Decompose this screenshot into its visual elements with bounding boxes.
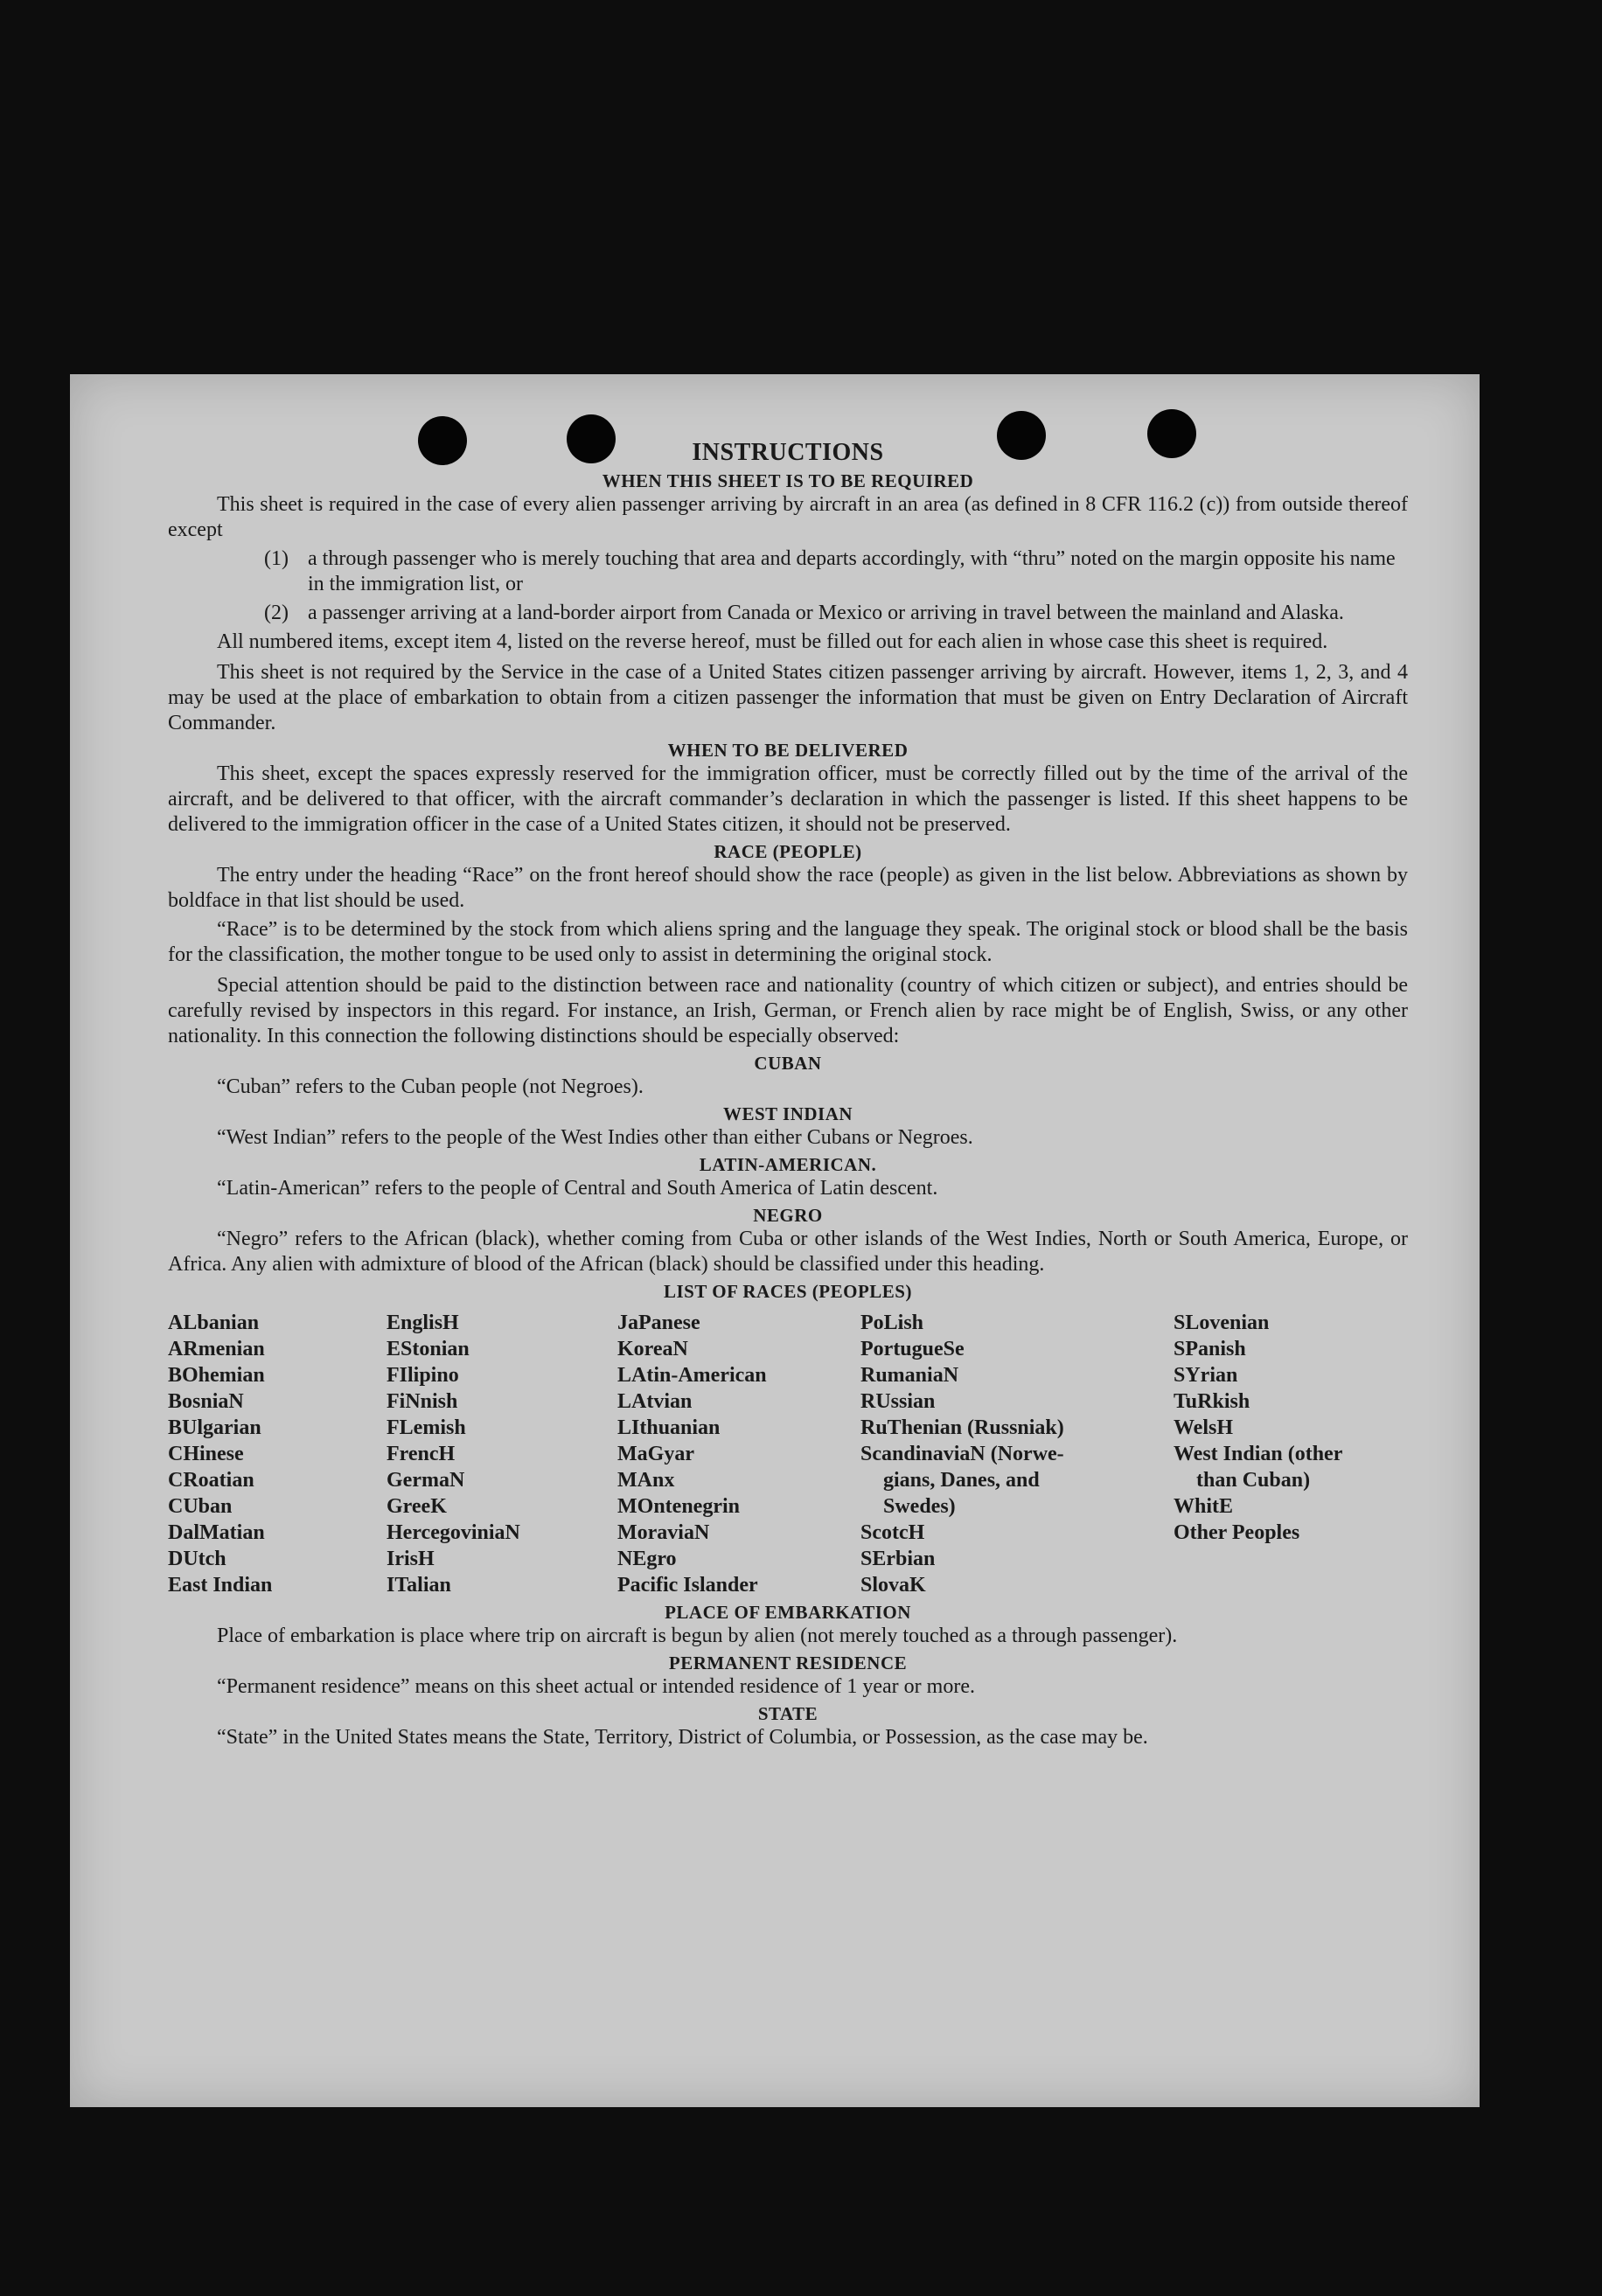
document-sheet (70, 374, 1480, 2107)
paragraph: “Latin-American” refers to the people of Central and South America of Latin descent. (217, 1177, 938, 1200)
paragraph: This sheet, except the spaces expressly reserved for the immigration officer, must be correctly filled out by the time of the arrival of the aircraft, and be delivered to that officer, with the aircraft commander’s declaration in which the passenger is listed. If this sheet happens to be delivered to the immigration officer in the case of a United States citizen, it should not be preserved. (168, 762, 1408, 836)
races-column (860, 1310, 1174, 1598)
race-entry: East Indian (168, 1574, 273, 1597)
section-heading-when-required: WHEN THIS SHEET IS TO BE REQUIRED (602, 470, 974, 491)
race-entry: MOntenegrin (617, 1495, 740, 1518)
section-heading-residence: PERMANENT RESIDENCE (668, 1652, 908, 1673)
race-entry: LAtvian (617, 1390, 693, 1413)
section-heading-when-delivered: WHEN TO BE DELIVERED (667, 740, 909, 761)
race-entry: GermaN (387, 1469, 465, 1492)
race-entry: ScotcH (860, 1521, 925, 1544)
page-title: INSTRUCTIONS (692, 439, 884, 466)
race-entry: CRoatian (168, 1469, 254, 1492)
race-entry: MoraviaN (617, 1521, 710, 1544)
paragraph: This sheet is required in the case of every alien passenger arriving by aircraft in an area (as defined in 8 CFR 116.2 (c)) from outside thereof except (168, 493, 1408, 541)
race-entry: SErbian (860, 1548, 936, 1570)
race-entry: ITalian (387, 1574, 451, 1597)
item-number: (2) (264, 602, 289, 624)
paragraph: The entry under the heading “Race” on the front hereof should show the race (people) as given in the list below. Abbreviations as shown by boldface in that list should be used. (168, 864, 1408, 912)
race-entry: IrisH (387, 1548, 435, 1570)
race-entry: FiNnish (387, 1390, 458, 1413)
list-item (264, 546, 1408, 597)
race-entry: EStonian (387, 1338, 470, 1360)
paragraph: “State” in the United States means the State, Territory, District of Columbia, or Possession, as the case may be. (217, 1726, 1148, 1749)
races-column (1174, 1310, 1408, 1598)
item-number: (1) (264, 547, 289, 570)
race-entry: FLemish (387, 1416, 466, 1439)
item-text: a passenger arriving at a land-border airport from Canada or Mexico or arriving in travel between the mainland and Alaska. (308, 602, 1344, 624)
list-item (264, 601, 1408, 626)
race-entry: SLovenian (1174, 1312, 1270, 1334)
race-entry: ScandinaviaN (Norwe- (860, 1443, 1064, 1465)
section-heading-embarkation: PLACE OF EMBARKATION (665, 1602, 911, 1623)
race-entry: BOhemian (168, 1364, 265, 1387)
race-entry: MAnx (617, 1469, 675, 1492)
race-entry: SlovaK (860, 1574, 926, 1597)
race-entry: than Cuban) (1196, 1469, 1311, 1492)
section-heading-race: RACE (PEOPLE) (714, 841, 862, 862)
race-entry: gians, Danes, and (883, 1469, 1040, 1492)
item-text: a through passenger who is merely touching that area and departs accordingly, with “thru” noted on the margin opposite his name in the immigration list, or (308, 547, 1396, 595)
race-entry: BosniaN (168, 1390, 244, 1413)
section-heading-state: STATE (757, 1703, 818, 1724)
race-entry: PortugueSe (860, 1338, 965, 1360)
race-entry: PoLish (860, 1312, 924, 1334)
race-entry: CUban (168, 1495, 233, 1518)
paragraph: All numbered items, except item 4, listed on the reverse hereof, must be filled out for each alien in whose case this sheet is required. (217, 630, 1328, 653)
section-heading-cuban: CUBAN (754, 1053, 822, 1074)
race-entry: West Indian (other (1174, 1443, 1343, 1465)
race-entry: Pacific Islander (617, 1574, 758, 1597)
paragraph: This sheet is not required by the Service in the case of a United States citizen passenger arriving by aircraft. However, items 1, 2, 3, and 4 may be used at the place of embarkation to obtain from a citizen passenger the information that must be given on Entry Declaration of Aircraft Commander. (168, 661, 1408, 734)
race-entry: SYrian (1174, 1364, 1238, 1387)
race-entry: JaPanese (617, 1312, 700, 1334)
paragraph: “Negro” refers to the African (black), whether coming from Cuba or other islands of the West Indies, North or South America, Europe, or Africa. Any alien with admixture of blood of the African (black) should be classified under this heading. (168, 1228, 1408, 1276)
race-entry: FIlipino (387, 1364, 459, 1387)
paragraph: Special attention should be paid to the distinction between race and nationality (country of which citizen or subject), and entries should be carefully revised by inspectors in this regard. For instance, an Irish, German, or French alien by race might be of English, Swiss, or any other nationality. In this connection the following distinctions should be especially observed: (168, 974, 1408, 1047)
paragraph: “Race” is to be determined by the stock from which aliens spring and the language they speak. The original stock or blood shall be the basis for the classification, the mother tongue to be used only to assist in determining the original stock. (168, 918, 1408, 966)
race-entry: Swedes) (883, 1495, 956, 1518)
race-entry: FrencH (387, 1443, 456, 1465)
race-entry: HercegoviniaN (387, 1521, 520, 1544)
instructions-content (168, 439, 1408, 1750)
race-entry: LAtin-American (617, 1364, 767, 1387)
races-column (387, 1310, 617, 1598)
section-heading-races-list: LIST OF RACES (PEOPLES) (664, 1281, 912, 1302)
race-entry: RUssian (860, 1390, 936, 1413)
race-entry: DUtch (168, 1548, 226, 1570)
race-entry: MaGyar (617, 1443, 694, 1465)
race-entry: LIthuanian (617, 1416, 721, 1439)
race-entry: BUlgarian (168, 1416, 261, 1439)
paragraph: Place of embarkation is place where trip on aircraft is begun by alien (not merely touched as a through passenger). (217, 1625, 1178, 1647)
race-entry: CHinese (168, 1443, 244, 1465)
section-heading-latin-american: LATIN-AMERICAN. (699, 1154, 877, 1175)
race-entry: NEgro (617, 1548, 677, 1570)
races-column (617, 1310, 860, 1598)
race-entry: ALbanian (168, 1312, 260, 1334)
paragraph: “West Indian” refers to the people of the West Indies other than either Cubans or Negroes. (217, 1126, 973, 1149)
race-entry: ARmenian (168, 1338, 265, 1360)
races-table (168, 1310, 1408, 1598)
race-entry: GreeK (387, 1495, 447, 1518)
races-column (168, 1310, 387, 1598)
race-entry: Other Peoples (1174, 1521, 1300, 1544)
race-entry: EnglisH (387, 1312, 459, 1334)
race-entry: TuRkish (1174, 1390, 1250, 1413)
race-entry: KoreaN (617, 1338, 688, 1360)
paragraph: “Permanent residence” means on this sheet actual or intended residence of 1 year or more. (217, 1675, 975, 1698)
paragraph: “Cuban” refers to the Cuban people (not Negroes). (217, 1075, 644, 1098)
race-entry: RuThenian (Russniak) (860, 1416, 1064, 1439)
race-entry: SPanish (1174, 1338, 1246, 1360)
race-entry: WelsH (1174, 1416, 1234, 1439)
section-heading-negro: NEGRO (753, 1205, 823, 1226)
section-heading-west-indian: WEST INDIAN (722, 1103, 853, 1124)
race-entry: WhitE (1174, 1495, 1234, 1518)
race-entry: RumaniaN (860, 1364, 959, 1387)
race-entry: DalMatian (168, 1521, 265, 1544)
